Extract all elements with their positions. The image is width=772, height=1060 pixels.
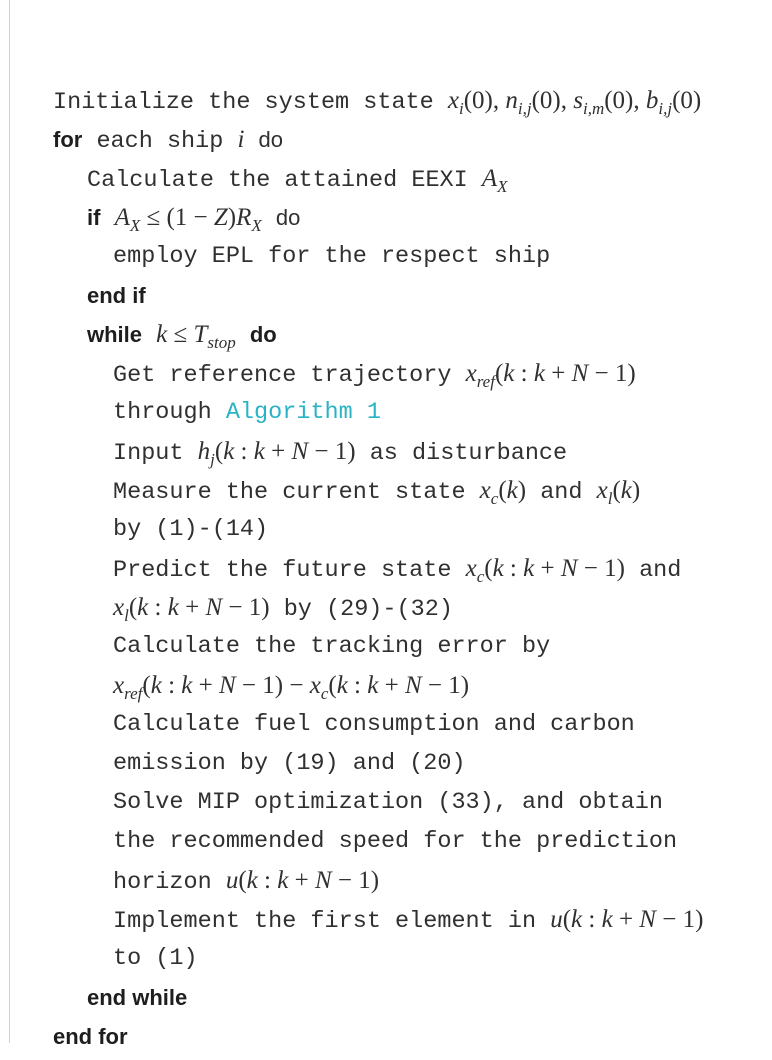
algo-line-calc-eexi: Calculate the attained EEXI $A_X$ xyxy=(87,165,508,196)
left-margin-rule xyxy=(9,0,10,1043)
text: horizon xyxy=(113,869,212,896)
algo-line-employ-epl xyxy=(113,238,550,276)
algo-line-calc-error xyxy=(113,628,550,666)
keyword-end-while: end while xyxy=(87,985,188,1010)
text: and xyxy=(639,557,682,584)
text: Calculate the tracking error by xyxy=(113,633,551,660)
text: the recommended speed for the prediction xyxy=(113,828,678,855)
algo-line-input: Input $h_j(k$ : k + N − 1) as disturbance xyxy=(113,438,568,469)
algo-line-while: while $k \le T_{stop}$ do xyxy=(87,321,277,352)
algo-line-for: for each ship i do xyxy=(53,126,284,155)
keyword-if: if xyxy=(87,205,101,230)
text: to (1) xyxy=(113,945,198,972)
text: emission by (19) and (20) xyxy=(113,750,466,777)
algo-line-if: if $A_X \le (1 - Z)R_X$ do xyxy=(87,204,301,235)
text: Predict the future state xyxy=(113,557,452,584)
keyword-do: do xyxy=(258,127,284,152)
algo-line-to-1 xyxy=(113,940,198,978)
keyword-do: do xyxy=(275,205,301,230)
algo-line-end-for xyxy=(53,1018,128,1056)
text: Calculate fuel consumption and carbon xyxy=(113,711,635,738)
text: by (29)-(32) xyxy=(283,596,453,623)
keyword-for: for xyxy=(53,127,83,152)
algorithm-1-link[interactable]: Algorithm 1 xyxy=(225,399,381,426)
text: Implement the first element in xyxy=(113,908,537,935)
algo-line-through xyxy=(113,394,381,432)
algo-line-get-ref: Get reference trajectory $x_{ref}(k$ : k + N − 1) xyxy=(113,360,636,391)
text: by (1)-(14) xyxy=(113,516,269,543)
algo-line-implement: Implement the first element in u(k : k + N − 1) xyxy=(113,906,704,935)
algo-line-by-1-14 xyxy=(113,511,268,549)
algo-line-initialize: Initialize the system state $x_i(0)$, $n_{i,j}(0)$, $s_{i,m}(0)$, $b_{i,j}(0)$ xyxy=(53,87,702,118)
algo-line-horizon: horizon u(k : k + N − 1) xyxy=(113,867,380,896)
algo-line-solve xyxy=(113,784,663,822)
text: Measure the current state xyxy=(113,479,466,506)
keyword-end-if: end if xyxy=(87,283,146,308)
algo-line-predict-cont: $x_l(k$ : k + N − 1) by (29)-(32) xyxy=(113,594,453,625)
text: employ EPL for the respect ship xyxy=(113,243,551,270)
algo-line-measure: Measure the current state $x_c(k)$ and $x_l(k)$ xyxy=(113,477,641,508)
text: Solve MIP optimization (33), and obtain xyxy=(113,789,663,816)
text: Initialize the system state xyxy=(53,89,434,116)
algo-line-end-while xyxy=(87,979,187,1017)
algo-line-end-if xyxy=(87,277,146,315)
text: Input xyxy=(113,440,184,467)
text: each ship xyxy=(96,128,224,155)
algo-line-predict: Predict the future state $x_c(k$ : k + N − 1) and xyxy=(113,555,682,586)
keyword-end-for: end for xyxy=(53,1024,128,1049)
text: as disturbance xyxy=(369,440,568,467)
algo-line-error-formula: $x_{ref}(k$ : $k + N - 1) - x_c(k$ : k + N − 1) xyxy=(113,672,470,703)
text: Calculate the attained EEXI xyxy=(87,167,468,194)
keyword-while: while xyxy=(87,322,143,347)
text: through xyxy=(113,399,212,426)
algo-line-calc-fuel xyxy=(113,706,635,744)
algo-line-emission xyxy=(113,745,466,783)
text: and xyxy=(540,479,583,506)
keyword-do: do xyxy=(249,322,277,347)
text: Get reference trajectory xyxy=(113,362,452,389)
algo-line-recommended xyxy=(113,823,677,861)
